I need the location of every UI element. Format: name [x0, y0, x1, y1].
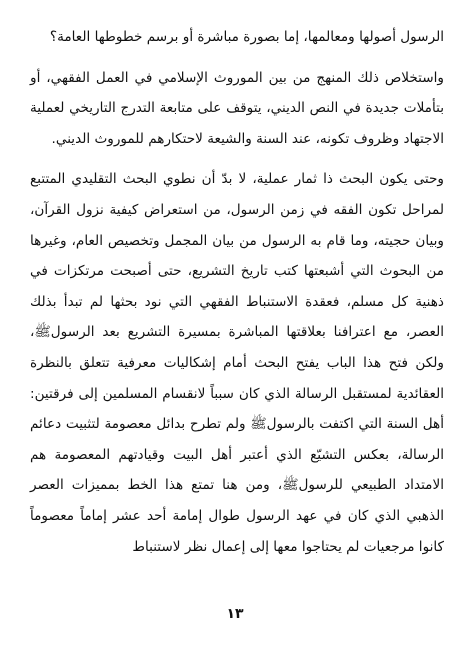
- paragraph-2: واستخلاص ذلك المنهج من بين الموروث الإسلامي في العمل الفقهي، أو بتأملات جديدة في النص الديني، يتوقف على متابعة التدرج التاريخي لعملية الاجتهاد وظروف تكونه، عند السنة والشيعة لاحتكارهم للموروث الديني.: [30, 69, 444, 147]
- paragraph-3: وحتى يكون البحث ذا ثمار عملية، لا بدّ أن نطوي البحث التقليدي المتتبع لمراحل تكون الفقه في زمن الرسول، من استعراض كيفية نزول القرآن، وبيان حجيته، وما قام به الرسول من بيان المجمل وتخصيص العام، وغيرها من البحوث التي أشبعتها كتب تاريخ التشريع، حتى أصبحت مرتكزات في ذهنية كل مسلم، فعقدة الاستنباط الفقهي التي نود بحثها لم تبدأ بذلك العصر، مع اعترافنا بعلاقتها المباشرة بمسيرة التشريع بعد الرسولﷺ، ولكن فتح هذا الباب يفتح البحث أمام إشكاليات معرفية تتعلق بالنظرة العقائدية لمستقبل الرسالة الذي كان سبباً لانقسام المسلمين إلى فرقتين: أهل السنة التي اكتفت بالرسولﷺ ولم تطرح بدائل معصومة لتثبيت دعائم الرسالة، بعكس التشيّع الذي أعتبر أهل البيت وقيادتهم المعصومة هم الامتداد الطبيعي للرسولﷺ، ومن هنا تمتع هذا الخط بمميزات العصر الذهبي الذي كان في عهد الرسول طوال إمامة أحد عشر إماماً معصوماً كانوا مرجعيات لم يحتاجوا معها إلى إعمال نظر لاستنباط: [30, 171, 444, 555]
- page-number: ١٣: [226, 606, 244, 622]
- page-body: [30, 22, 444, 562]
- paragraph-1: الرسول أصولها ومعالمها، إما بصورة مباشرة أو برسم خطوطها العامة؟: [49, 29, 444, 45]
